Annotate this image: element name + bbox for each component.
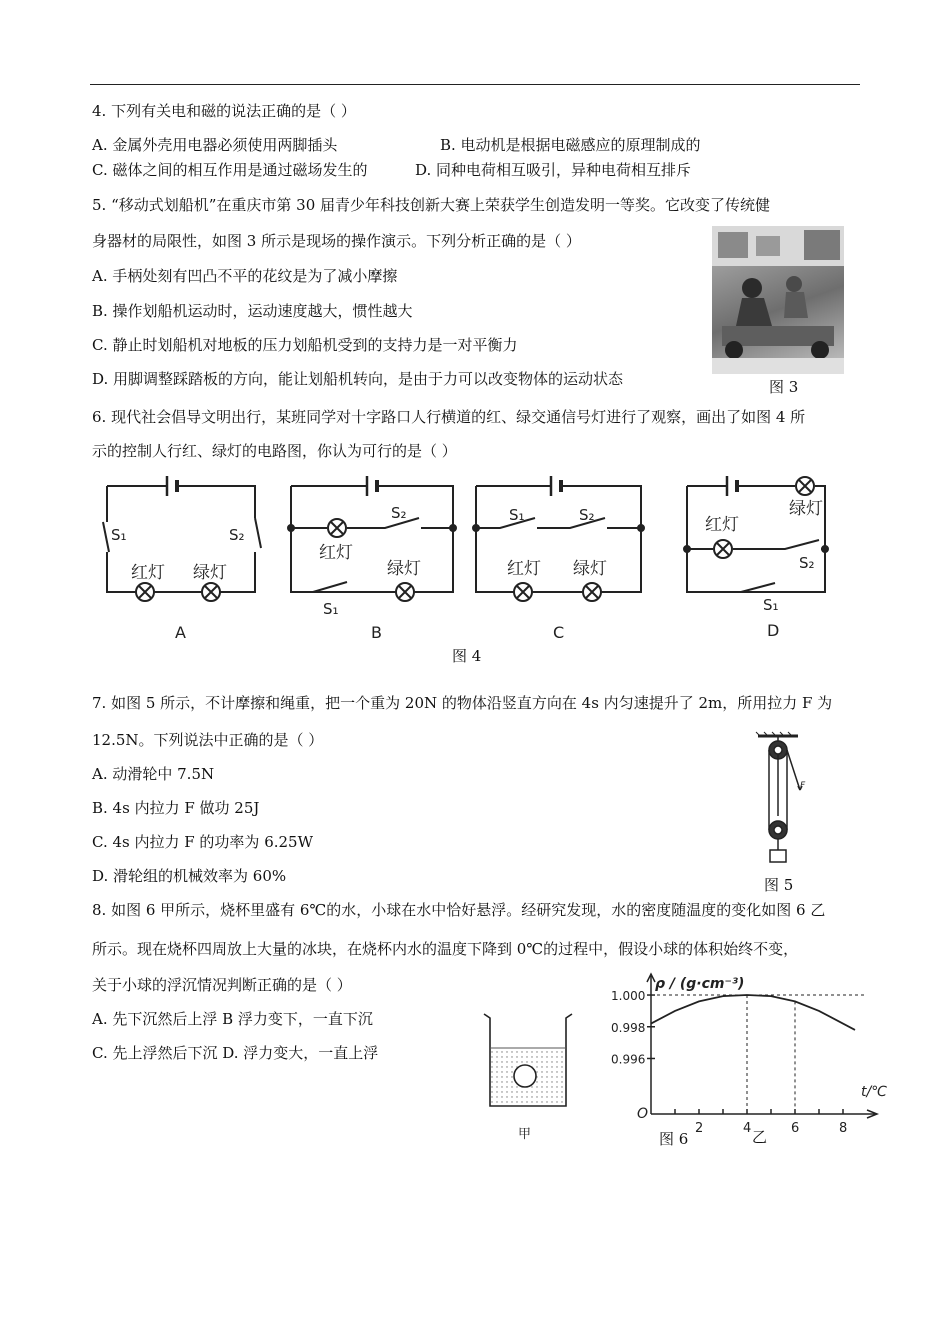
fig6-caption: 图 6 <box>659 1130 689 1148</box>
chart-x-tick-label: 8 <box>839 1121 848 1136</box>
q7-option-d: D. 滑轮组的机械效率为 60% <box>92 867 287 885</box>
chart-y-label: ρ / (g·cm⁻³) <box>655 976 745 992</box>
circuit-c-letter: C <box>553 623 565 642</box>
q6-stem-line1: 6. 现代社会倡导文明出行，某班同学对十字路口人行横道的红、绿交通信号灯进行了观察，画出了如图 4 所 <box>92 408 806 426</box>
chart-y-tick-label: 0.998 <box>611 1020 646 1035</box>
beaker-label: 甲 <box>518 1127 532 1142</box>
circuit-c-s1-label: S₁ <box>509 506 525 524</box>
circuit-a-red-lamp-label: 红灯 <box>131 563 165 583</box>
chart-origin-label: O <box>637 1106 649 1122</box>
fig3-caption: 图 3 <box>769 378 799 396</box>
q8-options-ab: A. 先下沉然后上浮 B 浮力变下，一直下沉 <box>92 1010 373 1028</box>
fig4-circuits <box>95 470 855 645</box>
fig4-caption: 图 4 <box>452 647 482 665</box>
chart-x-label: t/℃ <box>861 1084 887 1100</box>
circuit-b-s2-label: S₂ <box>391 504 407 522</box>
q5-option-d: D. 用脚调整踩踏板的方向，能让划船机转向，是由于力可以改变物体的运动状态 <box>92 370 624 388</box>
chart-density-curve <box>651 995 855 1030</box>
q7-option-a: A. 动滑轮中 7.5N <box>92 765 215 783</box>
q5-option-c: C. 静止时划船机对地板的压力划船机受到的支持力是一对平衡力 <box>92 336 518 354</box>
chart-y-tick-label: 0.996 <box>611 1052 646 1067</box>
chart-x-tick-label: 6 <box>791 1121 800 1136</box>
circuit-c <box>473 476 644 601</box>
photo-illustration <box>712 226 844 374</box>
fig6-graph-label: 乙 <box>752 1128 768 1146</box>
q7-stem-line2: 12.5N。下列说法中正确的是（ ） <box>92 731 324 749</box>
circuit-a-s1-label: S₁ <box>111 526 127 544</box>
chart-x-tick-label: 4 <box>743 1121 752 1136</box>
rowing-machine-photo <box>712 226 844 374</box>
q7-option-b: B. 4s 内拉力 F 做功 25J <box>92 799 260 817</box>
circuit-d-letter: D <box>767 621 780 640</box>
circuit-c-green-lamp-label: 绿灯 <box>573 559 607 579</box>
q4-option-d: D. 同种电荷相互吸引，异种电荷相互排斥 <box>415 161 692 179</box>
circuit-d-s1-label: S₁ <box>763 596 779 614</box>
q5-option-b: B. 操作划船机运动时，运动速度越大，惯性越大 <box>92 302 413 320</box>
q7-stem-line1: 7. 如图 5 所示，不计摩擦和绳重，把一个重为 20N 的物体沿竖直方向在 4s 内匀速提升了 2m，所用拉力 F 为 <box>92 694 833 712</box>
q7-option-c: C. 4s 内拉力 F 的功率为 6.25W <box>92 833 314 851</box>
q8-stem-line3: 关于小球的浮沉情况判断正确的是（ ） <box>92 976 352 994</box>
q4-option-c: C. 磁体之间的相互作用是通过磁场发生的 <box>92 161 368 179</box>
q8-stem-line1: 8. 如图 6 甲所示，烧杯里盛有 6℃的水，小球在水中恰好悬浮。经研究发现，水的密度随温度的变化如图 6 乙 <box>92 901 826 919</box>
circuit-a-s2-label: S₂ <box>229 526 245 544</box>
circuit-b-s1-label: S₁ <box>323 600 339 618</box>
circuit-c-red-lamp-label: 红灯 <box>507 559 541 579</box>
q5-option-a: A. 手柄处刻有凹凸不平的花纹是为了减小摩擦 <box>92 267 398 285</box>
header-rule <box>90 84 860 85</box>
circuit-a-letter: A <box>175 623 186 642</box>
q4-stem: 4. 下列有关电和磁的说法正确的是（ ） <box>92 102 356 120</box>
fig5-force-label: F <box>800 781 806 791</box>
q8-stem-line2: 所示。现在烧杯四周放上大量的冰块，在烧杯内水的温度下降到 0℃的过程中，假设小球的体积始终不变， <box>92 940 799 958</box>
circuit-d-green-lamp-label: 绿灯 <box>789 499 823 519</box>
circuit-a-green-lamp-label: 绿灯 <box>193 563 227 583</box>
chart-x-tick-label: 2 <box>695 1121 704 1136</box>
circuit-b-letter: B <box>371 623 382 642</box>
fig5-caption: 图 5 <box>764 876 794 894</box>
circuit-d-s2-label: S₂ <box>799 554 815 572</box>
q4-option-a: A. 金属外壳用电器必须使用两脚插头 <box>92 136 338 154</box>
q5-stem-line2: 身器材的局限性，如图 3 所示是现场的操作演示。下列分析正确的是（ ） <box>92 232 581 250</box>
q6-stem-line2: 示的控制人行红、绿灯的电路图，你认为可行的是（ ） <box>92 442 457 460</box>
circuit-b-green-lamp-label: 绿灯 <box>387 559 421 579</box>
q8-options-cd: C. 先上浮然后下沉 D. 浮力变大，一直上浮 <box>92 1044 379 1062</box>
fig6-density-chart <box>605 968 895 1136</box>
circuit-b <box>288 476 456 601</box>
circuit-d-red-lamp-label: 红灯 <box>705 515 739 535</box>
q4-option-b: B. 电动机是根据电磁感应的原理制成的 <box>440 136 701 154</box>
chart-y-tick-label: 1.000 <box>611 989 646 1004</box>
fig6-beaker <box>480 1010 580 1145</box>
q5-stem-line1: 5. “移动式划船机”在重庆市第 30 届青少年科技创新大赛上荣获学生创造发明一等奖。它改变了传统健 <box>92 196 771 214</box>
fig5-pulley-system <box>752 732 812 872</box>
circuit-b-red-lamp-label: 红灯 <box>319 543 353 563</box>
circuit-c-s2-label: S₂ <box>579 506 595 524</box>
